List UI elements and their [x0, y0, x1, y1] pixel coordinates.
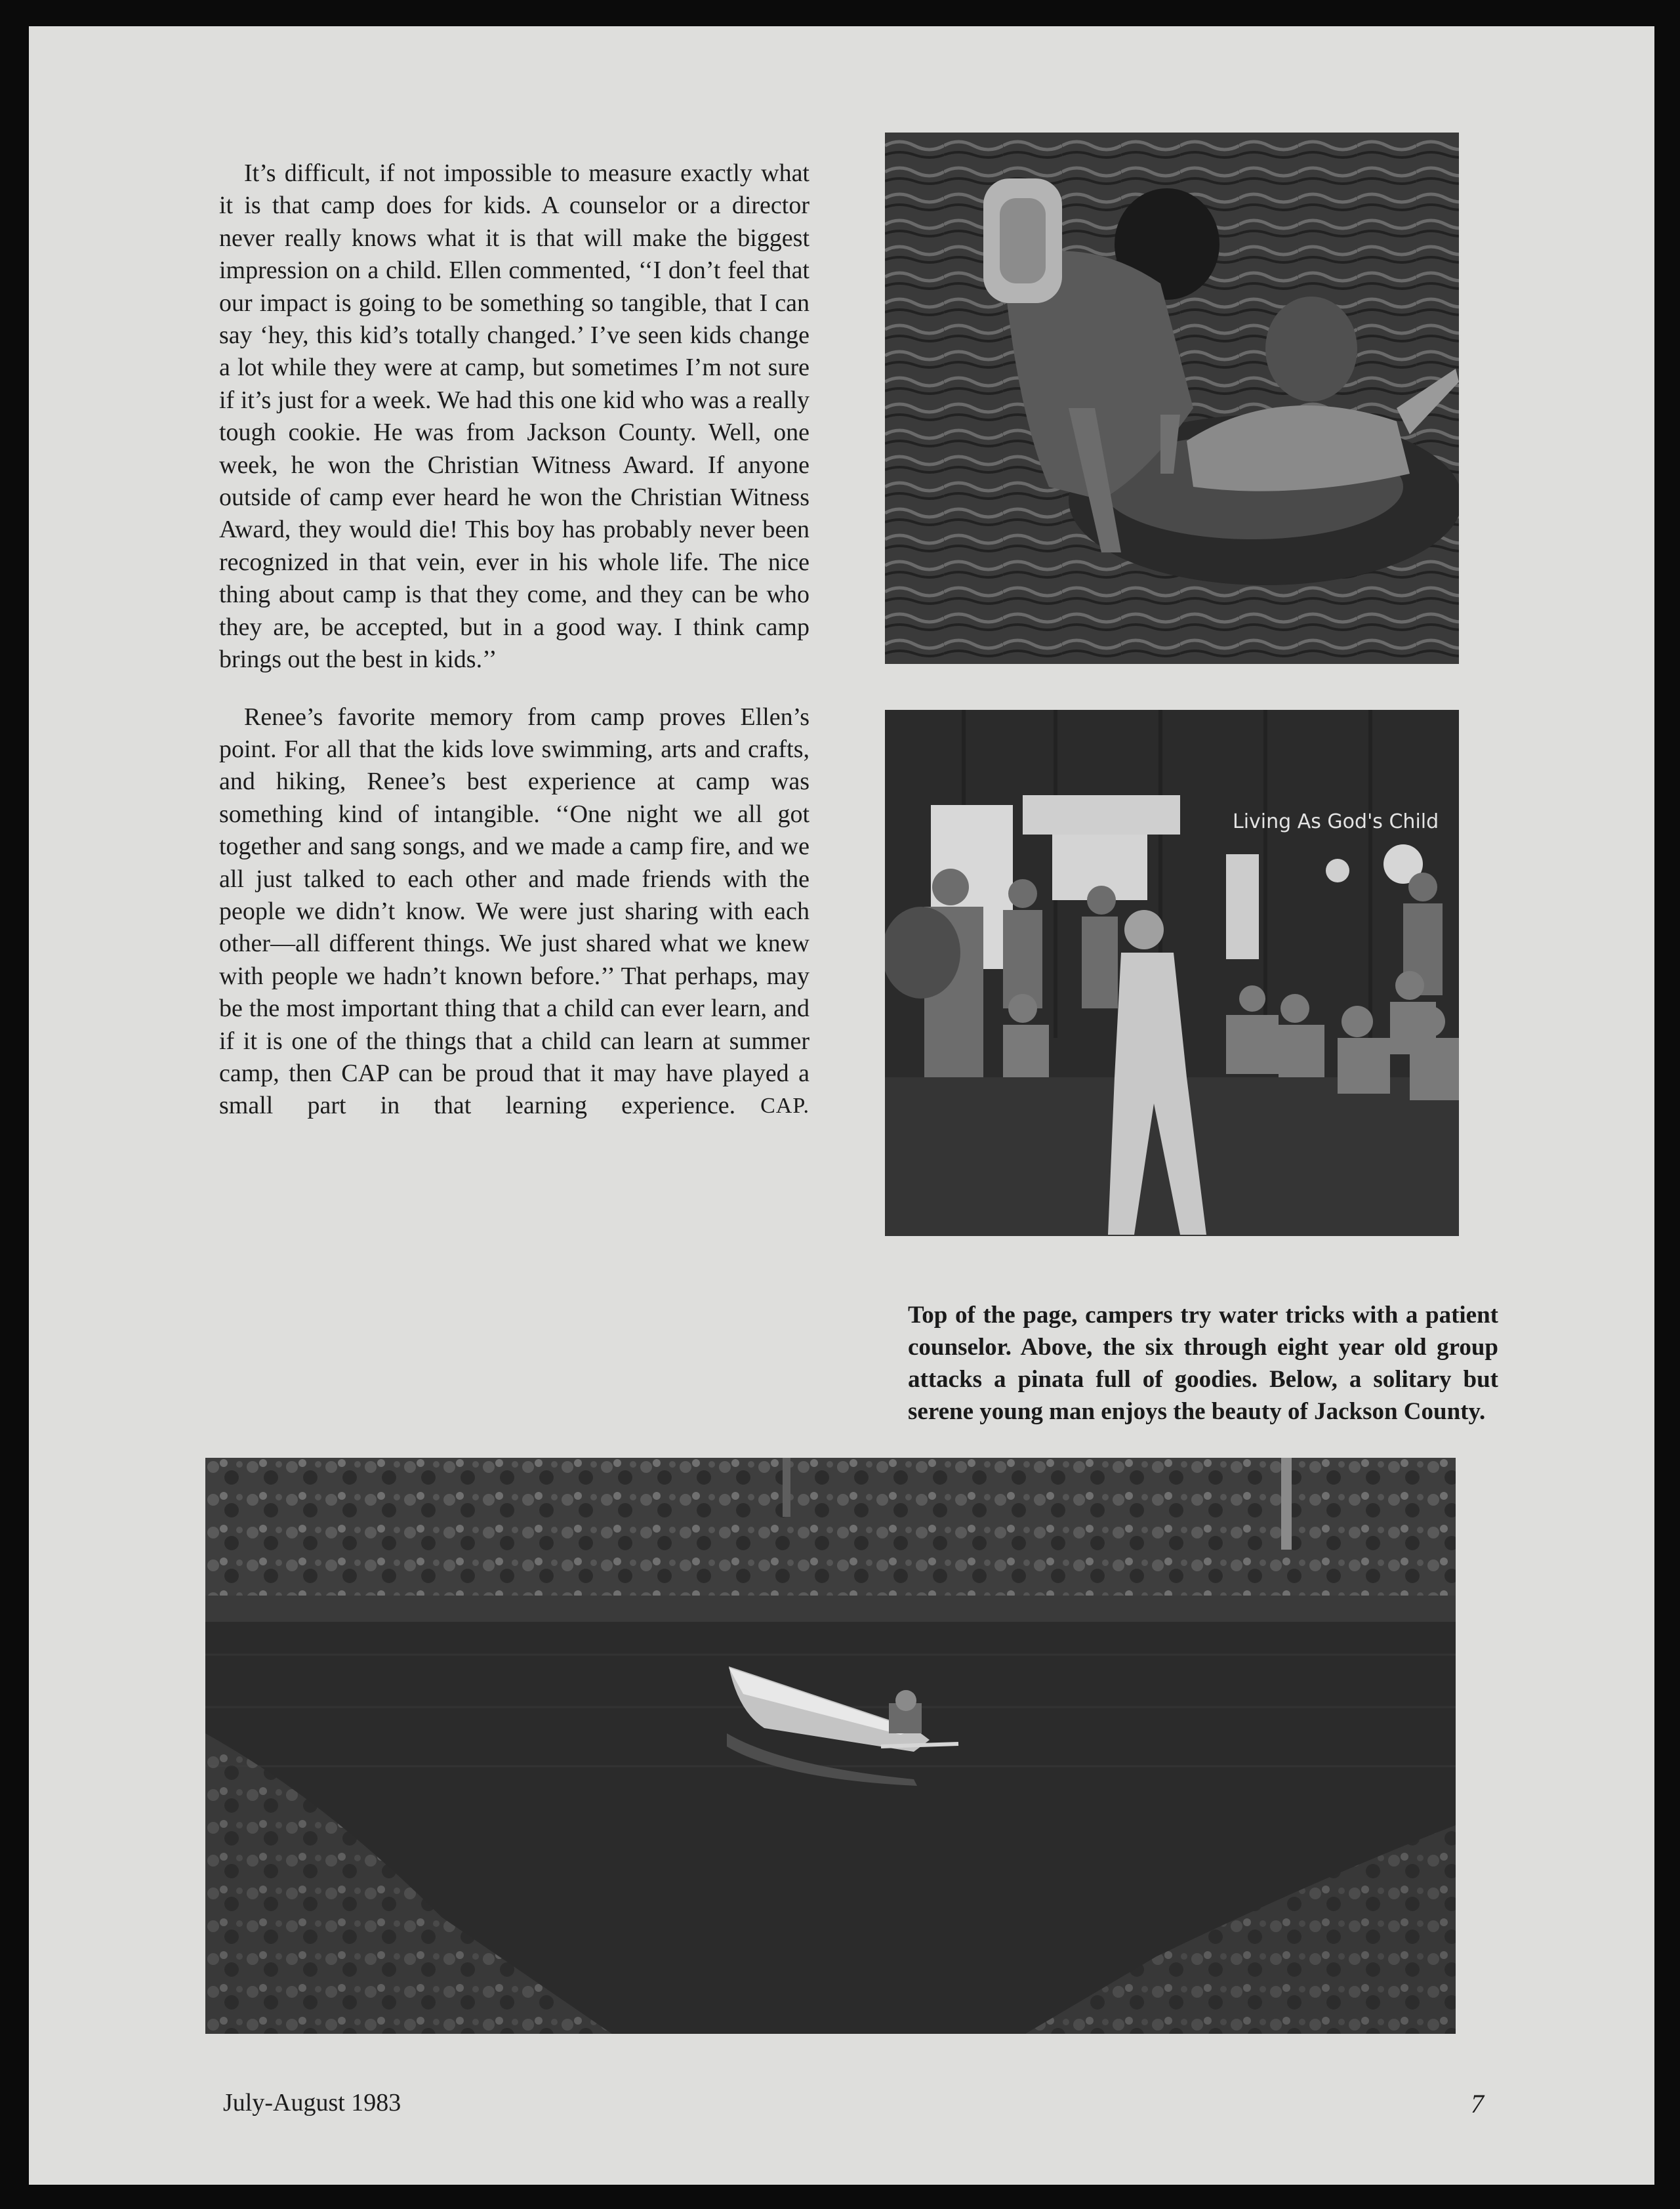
article-column	[219, 157, 809, 1180]
photo-caption: Top of the page, campers try water tricks with a patient counselor. Above, the six through eight year old group attacks a pinata full of goodies. Below, a solitary but serene young man enjoys the beauty of Jackson County.	[908, 1302, 1498, 1425]
page-number: 7	[1471, 2089, 1484, 2118]
photo-water-tricks	[885, 133, 1459, 664]
pinata-banner-text: Living As God's Child	[1233, 810, 1439, 833]
article-end-mark: CAP.	[760, 1094, 809, 1119]
article-paragraph-2	[219, 701, 809, 1155]
issue-date: July-August 1983	[223, 2089, 401, 2116]
photo-water-tricks-image	[885, 133, 1459, 664]
photo-pinata-image	[885, 710, 1459, 1236]
photo-pinata	[885, 710, 1459, 1236]
article-paragraph-1: It’s difficult, if not impossible to measure exactly what it is that camp does for kids. A counselor or a director never really knows what it is that will make the biggest impression on a child. Ellen commented, ‘‘I don’t feel that our impact is going to be something so tangible, that I can say ‘hey, this kid’s totally changed.’ I’ve seen kids change a lot while they were at camp, but sometimes I’m not sure if it’s just for a week. We had this one kid who was a really tough cookie. He was from Jackson County. Well, one week, he won the Christian Witness Award. If anyone outside of camp ever heard he won the Christian Witness Award, they would die! This boy has probably never been recognized in that vein, ever in his whole life. The nice thing about camp is that they come, and they can be who they are, be accepted, but in a good way. I think camp brings out the best in kids.’’	[219, 159, 809, 674]
magazine-page	[29, 26, 1654, 2185]
article-paragraph-2-text: Renee’s favorite memory from camp proves Ellen’s point. For all that the kids love swimming, arts and crafts, and hiking, Renee’s best experience at camp was something kind of intangible. ‘‘One night we all got together and sang songs, and we made a camp fire, and we all just talked to each other and made friends with the people we didn’t know. We were just sharing with each other—all different things. We just shared what we knew with people we hadn’t known before.’’ That perhaps, may be the most important thing that a child can ever learn, and if it is one of the things that a child can learn at summer camp, then CAP can be proud that it may have played a small part in that learning experience.	[219, 703, 809, 1120]
photo-canoe-image	[205, 1458, 1456, 2034]
photo-canoe	[205, 1458, 1456, 2034]
